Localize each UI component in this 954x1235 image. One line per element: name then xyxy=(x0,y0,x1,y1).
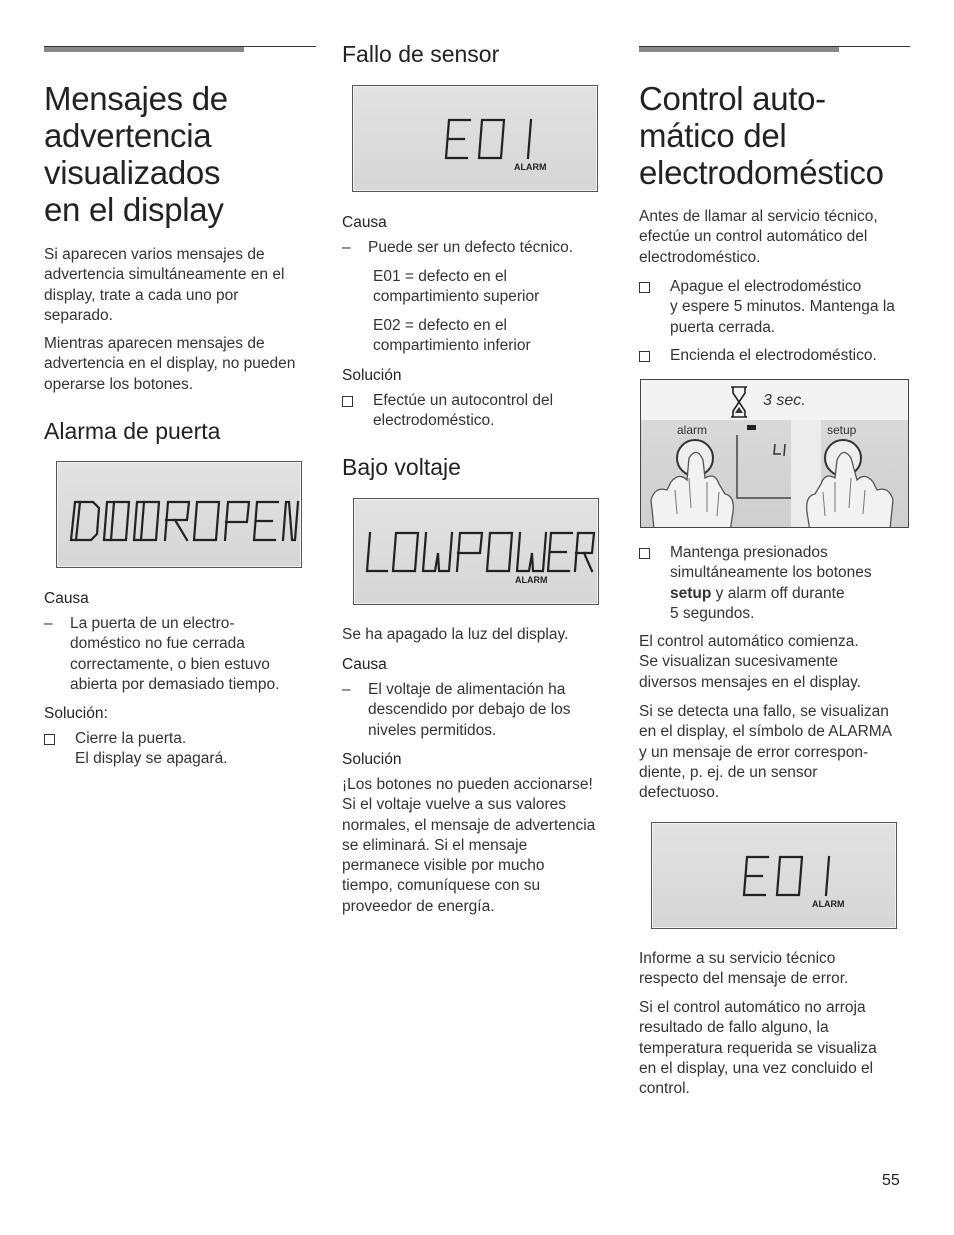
right-title xyxy=(639,80,939,191)
text-line: se eliminará. Si el mensaje xyxy=(342,836,528,854)
right-para-1 xyxy=(639,632,929,693)
dash-bullet: – xyxy=(44,615,53,632)
right-para-4 xyxy=(639,998,929,1099)
right-intro xyxy=(639,207,929,268)
button-press-illustration xyxy=(640,379,909,528)
text-line: descendido por debajo de los xyxy=(368,701,571,719)
text-line: El display se apagará. xyxy=(75,750,228,768)
left-title-line: Mensajes de xyxy=(44,80,228,117)
text-line: display, trate a cada uno por xyxy=(44,286,239,304)
text-line: Apague el electrodoméstico xyxy=(670,278,862,295)
alarm-indicator: ALARM xyxy=(514,162,547,172)
checkbox-icon xyxy=(639,548,650,559)
door-open-segments xyxy=(57,462,301,567)
e01-segments xyxy=(353,86,597,191)
text-line: Mientras aparecen mensajes de xyxy=(44,335,265,352)
text-line: Si aparecen varios mensajes de xyxy=(44,246,265,263)
e01-description xyxy=(373,267,623,308)
sensor-solucion-label: Solución xyxy=(342,367,402,384)
text-line: Puede ser un defecto técnico. xyxy=(368,239,574,256)
text-line: abierta por demasiado tiempo. xyxy=(70,675,280,693)
text-line: permanece visible por mucho xyxy=(342,857,545,875)
timer-label: 3 sec. xyxy=(763,392,806,409)
step-1 xyxy=(639,277,929,338)
error-display xyxy=(651,822,897,929)
text-line: temperatura requerida se visualiza xyxy=(639,1039,877,1057)
text-line: diente, p. ej. de un sensor xyxy=(639,763,818,781)
door-causa-item xyxy=(44,614,324,695)
text-line: resultado de fallo alguno, la xyxy=(639,1019,829,1037)
text-line: Si se detecta una fallo, se visualizan xyxy=(639,703,889,720)
alarm-button-label: alarm xyxy=(677,423,708,437)
text-line: normales, el mensaje de advertencia xyxy=(342,816,596,834)
right-para-2 xyxy=(639,702,929,803)
text-line: niveles permitidos. xyxy=(368,721,497,739)
voltage-causa-label: Causa xyxy=(342,656,387,673)
text-line: efectúe un control automático del xyxy=(639,228,868,246)
text-line: y un mensaje de error correspon- xyxy=(639,743,869,761)
left-title-line: advertencia xyxy=(44,117,212,154)
setup-bold-text: setup xyxy=(670,584,712,602)
left-title-line: visualizados xyxy=(44,154,221,191)
text-line: Efectúe un autocontrol del xyxy=(373,392,554,409)
left-intro-1 xyxy=(44,245,324,326)
voltage-solucion-text xyxy=(342,775,622,917)
text-line: Informe a su servicio técnico xyxy=(639,950,836,967)
text-line: El voltaje de alimentación ha xyxy=(368,681,566,698)
door-open-display xyxy=(56,461,302,568)
text-line: Mantenga presionados xyxy=(670,544,828,561)
text-line: diversos mensajes en el display. xyxy=(639,673,861,691)
text-line: en el display, el símbolo de ALARMA xyxy=(639,723,893,741)
text-fragment: y alarm off durante xyxy=(711,584,845,602)
low-voltage-heading: Bajo voltaje xyxy=(342,454,461,480)
sensor-solucion-item xyxy=(342,391,622,432)
e02-description xyxy=(373,316,623,357)
text-line: correctamente, o bien estuvo xyxy=(70,655,270,673)
left-header-rule xyxy=(44,46,316,47)
text-line: ¡Los botones no pueden accionarse! xyxy=(342,776,593,793)
door-solucion-item xyxy=(44,729,324,770)
text-line: El control automático comienza. xyxy=(639,633,859,650)
alarm-indicator: ALARM xyxy=(515,575,548,585)
right-header-rule xyxy=(639,46,910,47)
low-voltage-note: Se ha apagado la luz del display. xyxy=(342,626,569,643)
text-line xyxy=(670,584,929,604)
door-causa-label: Causa xyxy=(44,590,89,607)
text-line: doméstico no fue cerrada xyxy=(70,635,245,653)
text-line: simultáneamente los botones xyxy=(670,564,872,582)
page-number: 55 xyxy=(882,1172,900,1189)
step-2 xyxy=(639,346,929,366)
sensor-causa-label: Causa xyxy=(342,214,387,231)
text-line: separado. xyxy=(44,306,113,324)
text-line: Cierre la puerta. xyxy=(75,730,187,747)
text-line: Si el control automático no arroja xyxy=(639,999,866,1016)
door-solucion-label: Solución: xyxy=(44,705,108,722)
setup-button-label: setup xyxy=(827,423,857,437)
low-power-display xyxy=(353,498,599,605)
text-line: puerta cerrada. xyxy=(670,318,776,336)
sensor-causa-item xyxy=(342,238,622,258)
sensor-display xyxy=(352,85,598,192)
voltage-causa-item xyxy=(342,680,622,741)
alarm-indicator: ALARM xyxy=(812,899,845,909)
right-title-line: mático del xyxy=(639,117,787,154)
left-title-line: en el display xyxy=(44,191,224,228)
text-line: La puerta de un electro- xyxy=(70,615,235,632)
text-line: electrodoméstico. xyxy=(639,248,761,266)
text-line: y espere 5 minutos. Mantenga la xyxy=(670,298,895,316)
text-line: control. xyxy=(639,1080,690,1098)
text-line: advertencia en el display, no pueden xyxy=(44,355,296,373)
text-line: 5 segundos. xyxy=(670,604,755,622)
checkbox-icon xyxy=(639,351,650,362)
text-line: compartimiento inferior xyxy=(373,337,531,355)
text-line: en el display, una vez concluido el xyxy=(639,1059,874,1077)
dash-bullet: – xyxy=(342,239,351,256)
left-title xyxy=(44,80,324,228)
text-line: Encienda el electrodoméstico. xyxy=(670,347,877,364)
lowpower-segments xyxy=(354,499,598,604)
text-line: Antes de llamar al servicio técnico, xyxy=(639,208,878,225)
text-line: defectuoso. xyxy=(639,784,720,802)
text-line: compartimiento superior xyxy=(373,288,540,306)
hand-right-icon xyxy=(801,438,901,528)
text-line: tiempo, comuníquese con su xyxy=(342,877,541,895)
door-alarm-heading: Alarma de puerta xyxy=(44,418,221,444)
text-line: E02 = defecto en el xyxy=(373,317,508,334)
text-line: E01 = defecto en el xyxy=(373,268,508,285)
right-para-3 xyxy=(639,949,929,990)
text-line: electrodoméstico. xyxy=(373,412,495,430)
checkbox-icon xyxy=(639,282,650,293)
text-line: advertencia simultáneamente en el xyxy=(44,266,285,284)
e01-segments xyxy=(652,823,896,928)
hand-left-icon xyxy=(645,438,745,528)
checkbox-icon xyxy=(44,734,55,745)
right-title-line: Control auto- xyxy=(639,80,826,117)
sensor-fault-heading: Fallo de sensor xyxy=(342,41,500,67)
text-line: operarse los botones. xyxy=(44,375,194,393)
voltage-solucion-label: Solución xyxy=(342,751,402,768)
right-title-line: electrodoméstico xyxy=(639,154,884,191)
text-line: Si el voltaje vuelve a sus valores xyxy=(342,796,567,814)
text-line: Se visualizan sucesivamente xyxy=(639,653,839,671)
text-line: proveedor de energía. xyxy=(342,897,495,915)
left-intro-2 xyxy=(44,334,324,395)
text-line: respecto del mensaje de error. xyxy=(639,970,849,988)
dash-bullet: – xyxy=(342,681,351,698)
checkbox-icon xyxy=(342,396,353,407)
step-3 xyxy=(639,543,929,624)
